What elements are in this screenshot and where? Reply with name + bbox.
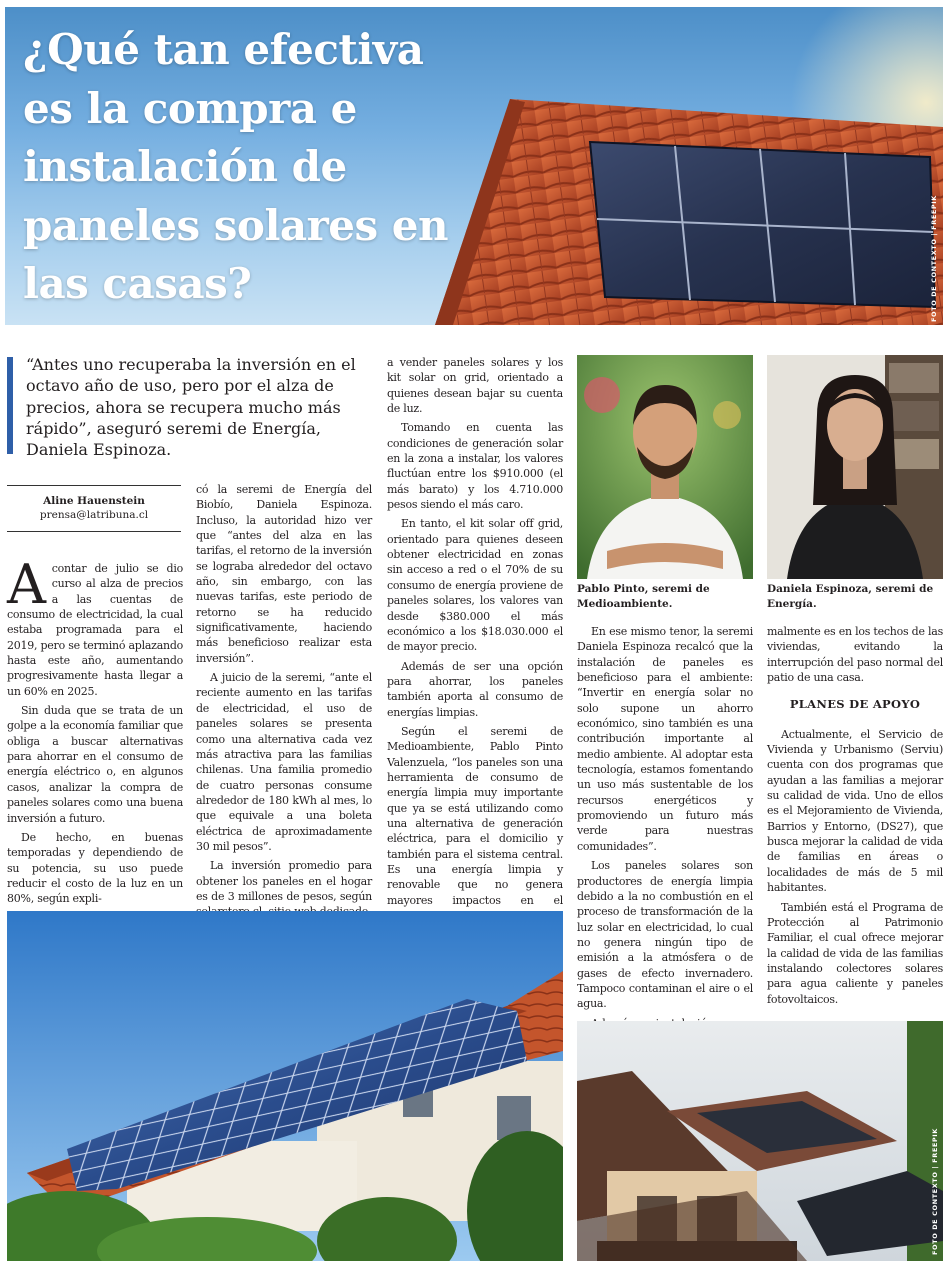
paragraph: En tanto, el kit solar off grid, orientado para quienes deseen obtener electricidad en zonas sin acceso a red o el 70% de su consumo de energía proviene de paneles solares, los valores van desde $380.000 el más económico a los $18.030.000 el de mayor precio. (387, 517, 563, 654)
portrait-pablo-pinto (577, 355, 753, 579)
byline-author: Aline Hauenstein (43, 495, 145, 507)
paragraph: A juicio de la seremi, “ante el reciente aumento en las tarifas de electricidad, el uso de paneles solares se presenta como una alternativa cada vez más atractiva para las familias chilenas. Una familia promedio de cuatro personas consume alrededor de 180 kWh al mes, lo que equivale a una boleta eléctrica de aproximadamente 30 mil pesos”. (196, 671, 372, 853)
photo-credit-top: FOTO DE CONTEXTO | FREEPIK (930, 195, 938, 322)
paragraph: a vender paneles solares y los kit solar on grid, orientado a quienes desean bajar su cuenta de luz. (387, 356, 563, 416)
paragraph: malmente es en los techos de las viviendas, evitando la interrupción del paso normal del patio de una casa. (767, 625, 943, 685)
paragraph: Tomando en cuenta las condiciones de generación solar en la zona a instalar, los valores fluctúan entre los $910.000 (el más barato) y los 4.710.000 pesos siendo el más caro. (387, 421, 563, 512)
subheading-planes-de-apoyo: PLANES DE APOYO (789, 697, 921, 712)
photo-credit-bottom: FOTO DE CONTEXTO | FREEPIK (931, 1128, 939, 1255)
paragraph: Sin duda que se trata de un golpe a la economía familiar que obliga a buscar alternativas para ahorrar en el consumo de energía eléctrico o, en algunos casos, analizar la compra de paneles solares como una buena inversión a futuro. (7, 704, 183, 825)
article-column-4 (577, 624, 753, 1035)
caption-pablo-pinto: Pablo Pinto, seremi de Medioambiente. (577, 583, 710, 610)
paragraph: De hecho, en buenas temporadas y dependiendo de su potencia, su uso puede reducir el costo de la luz en un 80%, según expli- (7, 830, 183, 906)
pull-quote: “Antes uno recuperaba la inversión en el octavo año de uso, pero por el alza de precios, ahora se recupera mucho más rápido”, aseguró seremi de Energía, Daniela Espinoza. (26, 355, 356, 460)
paragraph: Acontar de julio se dio curso al alza de precios a las cuentas de consumo de electricidad, la cual estaba programada para el 2019, pero se terminó aplazando hasta este año, aumentando progresivamente hasta llegar a un 60% en 2025. (7, 553, 183, 698)
solar-panel-array (590, 142, 935, 307)
portrait-daniela-espinoza (767, 355, 943, 579)
paragraph: Los paneles solares son productores de energía limpia debido a la no combustión en el proceso de transformación de la luz solar en electricidad, lo cual no genera ningún tipo de emisión a la atmósfera o de gases de efecto invernadero. Tampoco contaminan el aire o el agua. (577, 859, 753, 1011)
hero-image (5, 7, 943, 325)
byline (7, 485, 181, 532)
paragraph: En ese mismo tenor, la seremi Daniela Espinoza recalcó que la instalación de paneles es beneficioso para el ambiente: “Invertir en energía solar no solo supone un ahorro económico, sino también es una contribución importante al medio ambiente. Al adoptar esta tecnología, estamos fomentando un uso más sustentable de los recursos energéticos y promoviendo un futuro más verde para nuestras comunidades”. (577, 625, 753, 853)
paragraph: có la seremi de Energía del Biobío, Daniela Espinoza. Incluso, la autoridad hizo ver que “antes del alza en las tarifas, el retorno de la inversión se lograba alrededor del octavo año, sin embargo, con las nuevas tarifas, este periodo de retorno se ha reducido significativamente, haciendo más beneficioso realizar esta inversión”. (196, 483, 372, 665)
paragraph: Además de ser una opción para ahorrar, los paneles también aporta al consumo de energías limpias. (387, 659, 563, 719)
quote-accent-bar (7, 357, 13, 454)
paragraph: La inversión promedio para obtener los paneles en el hogar es de 3 millones de pesos, según (196, 859, 372, 903)
article-column-3 (387, 355, 563, 927)
byline-email: prensa@latribuna.cl (39, 509, 149, 521)
drop-cap: A (7, 553, 46, 616)
article-column-1 (7, 553, 183, 911)
paragraph: También está el Programa de Protección al Patrimonio Familiar, el cual ofrece mejorar la calidad de vida de las familias instalando colectores solares para agua caliente y paneles fotovoltaicos. (767, 900, 943, 1006)
headline: ¿Qué tan efectiva es la compra e instalación de paneles solares en las casas? (23, 25, 448, 308)
article-column-2 (196, 482, 372, 924)
rooftops-solar-photo (577, 1021, 943, 1261)
article-column-5 (767, 624, 943, 1011)
paragraph: Actualmente, el Servicio de Vivienda y Urbanismo (Serviu) cuenta con dos programas que ayudan a las familias a mejorar su calidad de vida. Uno de ellos es el Mejoramiento de Vivienda, Barrios y Entorno, (DS27), que busca mejorar la calidad de vida de familias en áreas o localidades de más de 5 mil habitantes. (767, 727, 943, 895)
house-solar-photo (7, 911, 563, 1261)
paragraph: Según el seremi de Medioambiente, Pablo Pinto Valenzuela, “los paneles son una herramienta de consumo de energía limpia muy importante que ya se está utilizando como una alternativa de generación eléctrica, para el domicilio y también para el sistema central. Es una energía limpia y renovable que no genera mayores impactos en el (387, 724, 563, 907)
caption-daniela-espinoza: Daniela Espinoza, seremi de Energía. (767, 583, 934, 610)
